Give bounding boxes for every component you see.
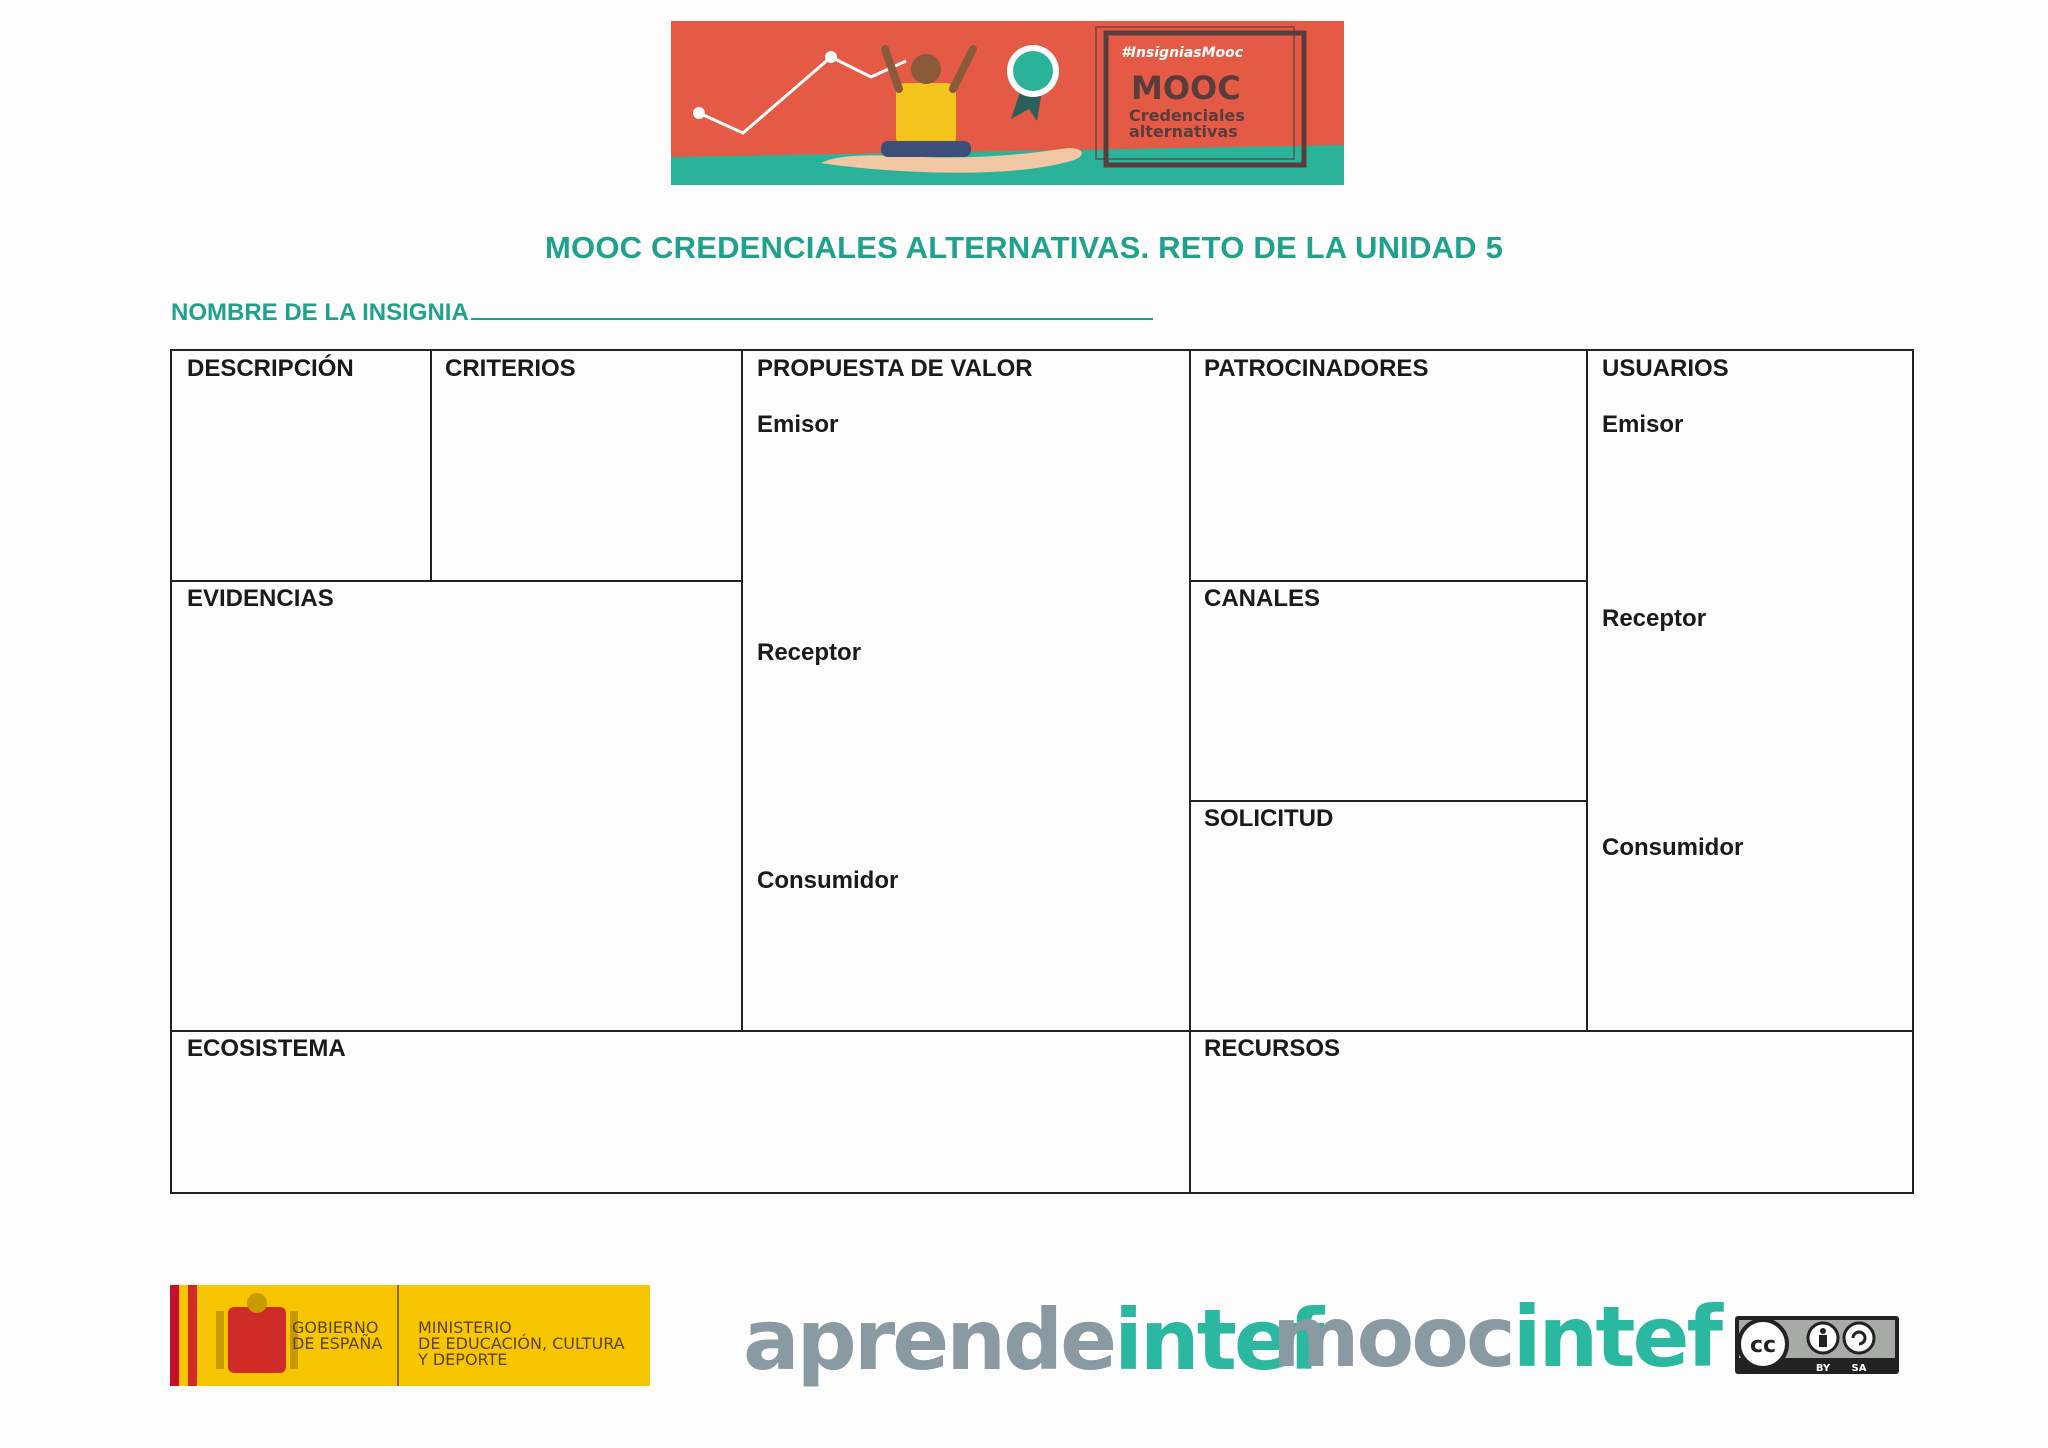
svg-text:SA: SA: [1851, 1363, 1867, 1374]
section-propuesta-de-valor: PROPUESTA DE VALOR: [757, 355, 1033, 382]
section-descripcion: DESCRIPCIÓN: [187, 355, 354, 382]
badge-canvas-table: [170, 349, 1914, 1194]
grid-divider: [1189, 580, 1587, 582]
grid-divider: [172, 580, 742, 582]
svg-text:DE ESPAÑA: DE ESPAÑA: [292, 1334, 383, 1353]
svg-text:cc: cc: [1749, 1333, 1777, 1358]
usuarios-consumidor-label: Consumidor: [1602, 834, 1744, 861]
grid-divider: [430, 351, 432, 580]
section-patrocinadores: PATROCINADORES: [1204, 355, 1429, 382]
section-solicitud: SOLICITUD: [1204, 805, 1334, 832]
svg-text:DE EDUCACIÓN, CULTURA: DE EDUCACIÓN, CULTURA: [418, 1334, 625, 1353]
section-usuarios: USUARIOS: [1602, 355, 1729, 382]
svg-text:MINISTERIO: MINISTERIO: [418, 1318, 512, 1337]
footer-logos: [0, 1280, 2048, 1400]
moocintef-logo: moocintef: [1272, 1288, 1721, 1386]
grid-divider: [1189, 351, 1191, 1194]
section-recursos: RECURSOS: [1204, 1035, 1341, 1062]
grid-divider: [1586, 351, 1588, 1030]
svg-text:#InsigniasMooc: #InsigniasMooc: [1121, 45, 1244, 61]
section-evidencias: EVIDENCIAS: [187, 585, 334, 612]
section-criterios: CRITERIOS: [445, 355, 576, 382]
propuesta-receptor-label: Receptor: [757, 639, 862, 666]
usuarios-receptor-label: Receptor: [1602, 605, 1707, 632]
section-ecosistema: ECOSISTEMA: [187, 1035, 346, 1062]
grid-divider: [1189, 800, 1587, 802]
svg-text:alternativas: alternativas: [1129, 122, 1238, 141]
svg-text:GOBIERNO: GOBIERNO: [292, 1318, 379, 1337]
cc-by-sa-license-badge: [1735, 1316, 1899, 1374]
grid-divider: [172, 1030, 1914, 1032]
propuesta-consumidor-label: Consumidor: [757, 867, 899, 894]
document-title: MOOC CREDENCIALES ALTERNATIVAS. RETO DE LA UNIDAD 5: [544, 230, 1504, 265]
usuarios-emisor-label: Emisor: [1602, 411, 1684, 438]
grid-divider: [741, 351, 743, 1030]
svg-text:Y DEPORTE: Y DEPORTE: [418, 1350, 508, 1369]
propuesta-emisor-label: Emisor: [757, 411, 839, 438]
svg-text:MOOC: MOOC: [1131, 69, 1241, 107]
ministerio-logo: [170, 1285, 650, 1386]
badge-name-label: NOMBRE DE LA INSIGNIA: [171, 299, 469, 326]
svg-text:Credenciales: Credenciales: [1129, 106, 1245, 125]
svg-text:BY: BY: [1815, 1363, 1831, 1374]
section-canales: CANALES: [1204, 585, 1321, 612]
aprendeintef-logo: aprendeintef: [743, 1291, 1322, 1389]
badge-name-field[interactable]: [171, 294, 1153, 327]
badge-name-blank-line[interactable]: [471, 294, 1153, 320]
mooc-banner-image: [671, 21, 1344, 185]
